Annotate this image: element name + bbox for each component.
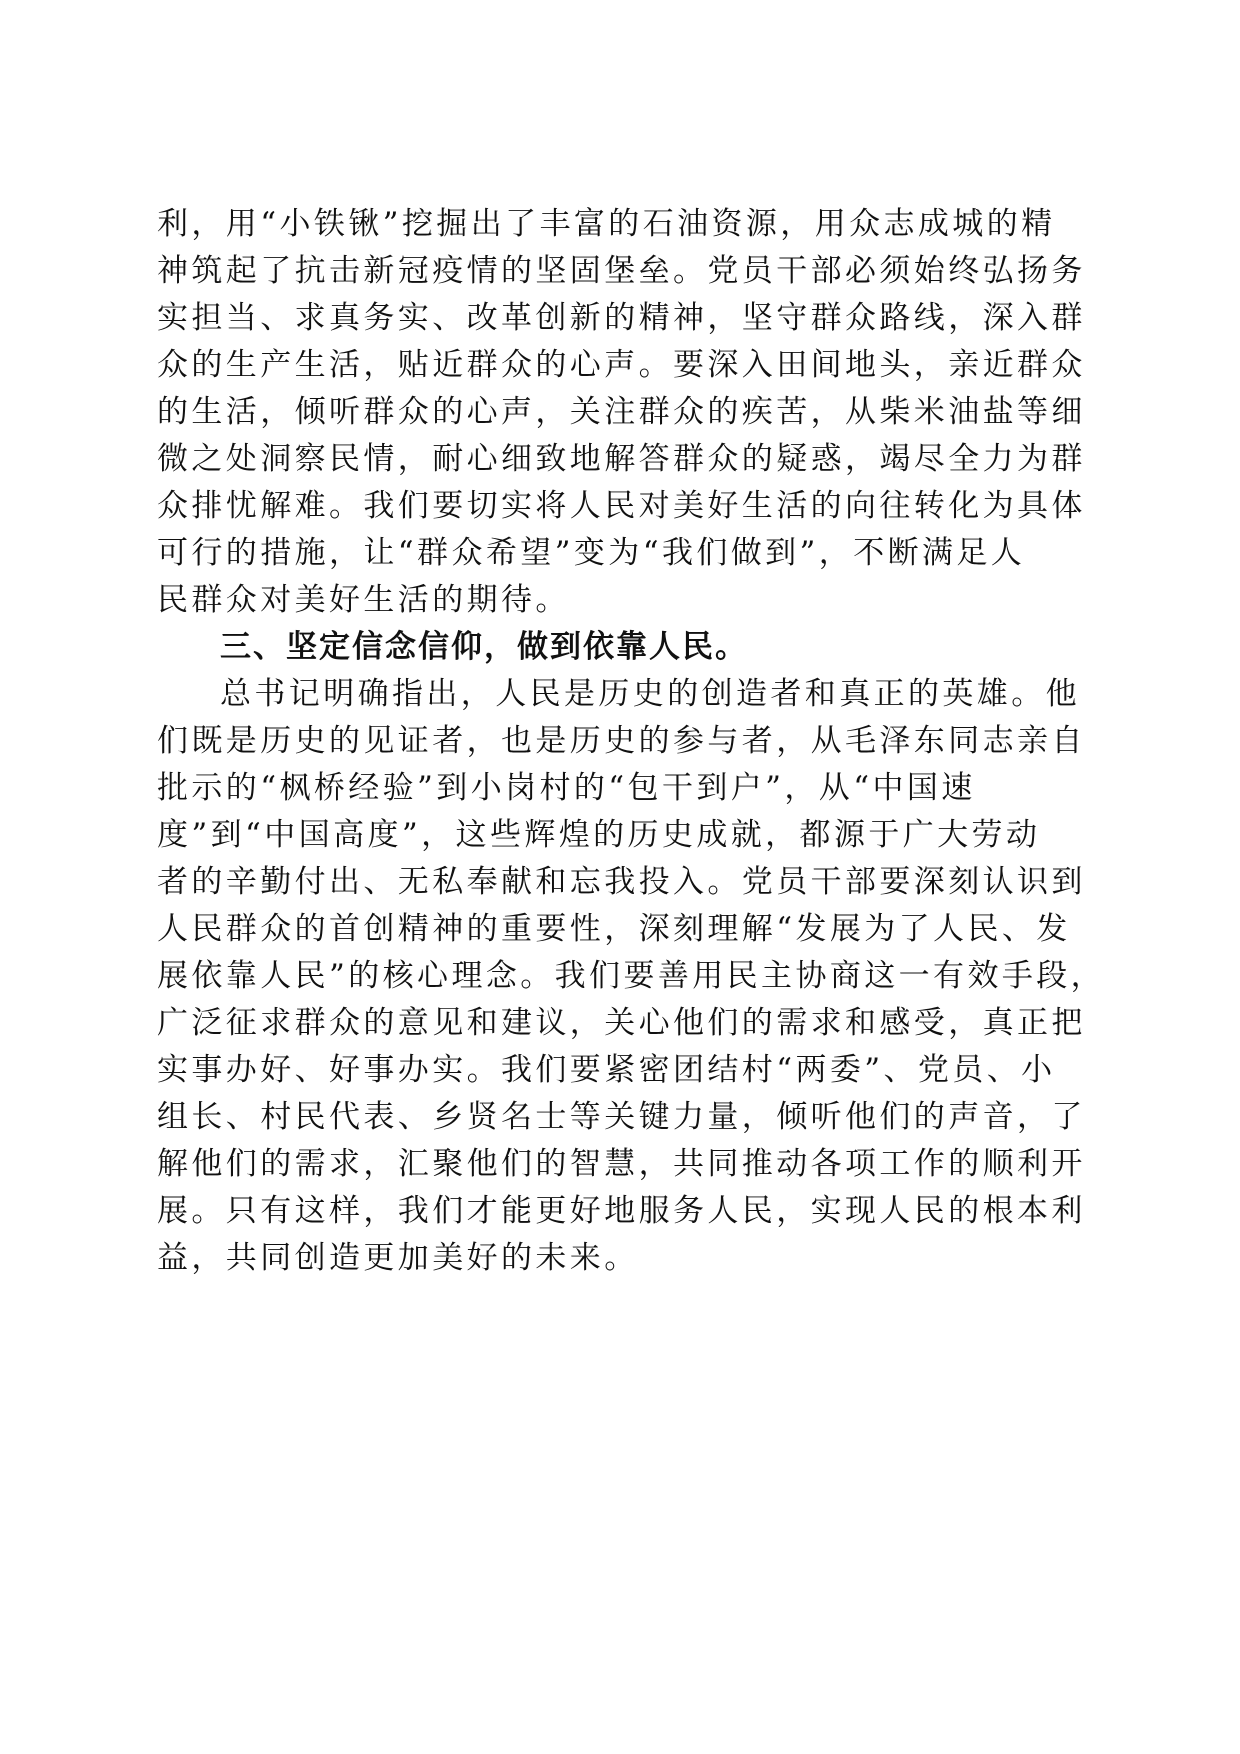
paragraph-line: 度”到“中国高度”，这些辉煌的历史成就，都源于广大劳动: [157, 817, 1041, 853]
paragraph-line: 广泛征求群众的意见和建议，关心他们的需求和感受，真正把: [157, 1005, 1086, 1041]
paragraph-line: 人民群众的首创精神的重要性，深刻理解“发展为了人民、发: [157, 911, 1071, 947]
paragraph-line: 实事办好、好事办实。我们要紧密团结村“两委”、党员、小: [157, 1052, 1056, 1088]
paragraph-line: 展。只有这样，我们才能更好地服务人民，实现人民的根本利: [157, 1193, 1086, 1229]
paragraph-line: 的生活，倾听群众的心声，关注群众的疾苦，从柴米油盐等细: [157, 394, 1086, 430]
paragraph-line: 者的辛勤付出、无私奉献和忘我投入。党员干部要深刻认识到: [157, 864, 1086, 900]
paragraph-line: 众的生产生活，贴近群众的心声。要深入田间地头，亲近群众: [157, 347, 1086, 383]
paragraph-line: 批示的“枫桥经验”到小岗村的“包干到户”，从“中国速: [157, 770, 976, 806]
paragraph-line: 解他们的需求，汇聚他们的智慧，共同推动各项工作的顺利开: [157, 1146, 1086, 1182]
paragraph-line: 民群众对美好生活的期待。: [157, 582, 570, 618]
document-body: [157, 201, 1106, 1282]
paragraph-line: 神筑起了抗击新冠疫情的坚固堡垒。党员干部必须始终弘扬务: [157, 253, 1086, 289]
paragraph-line: 利，用“小铁锹”挖掘出了丰富的石油资源，用众志成城的精: [157, 206, 1056, 242]
paragraph-line: 展依靠人民”的核心理念。我们要善用民主协商这一有效手段，: [157, 958, 1106, 994]
paragraph-line: 实担当、求真务实、改革创新的精神，坚守群众路线，深入群: [157, 300, 1086, 336]
paragraph-line: 众排忧解难。我们要切实将人民对美好生活的向往转化为具体: [157, 488, 1086, 524]
paragraph-line: 组长、村民代表、乡贤名士等关键力量，倾听他们的声音，了: [157, 1099, 1086, 1135]
paragraph-line: 益，共同创造更加美好的未来。: [157, 1240, 639, 1276]
paragraph-line: 们既是历史的见证者，也是历史的参与者，从毛泽东同志亲自: [157, 723, 1086, 759]
paragraph-line: 可行的措施，让“群众希望”变为“我们做到”，不断满足人: [157, 535, 1026, 571]
paragraph-line: 微之处洞察民情，耐心细致地解答群众的疑惑，竭尽全力为群: [157, 441, 1086, 477]
section-heading: 三、坚定信念信仰，做到依靠人民。: [220, 629, 748, 665]
paragraph-line: 总书记明确指出，人民是历史的创造者和真正的英雄。他: [220, 676, 1080, 712]
